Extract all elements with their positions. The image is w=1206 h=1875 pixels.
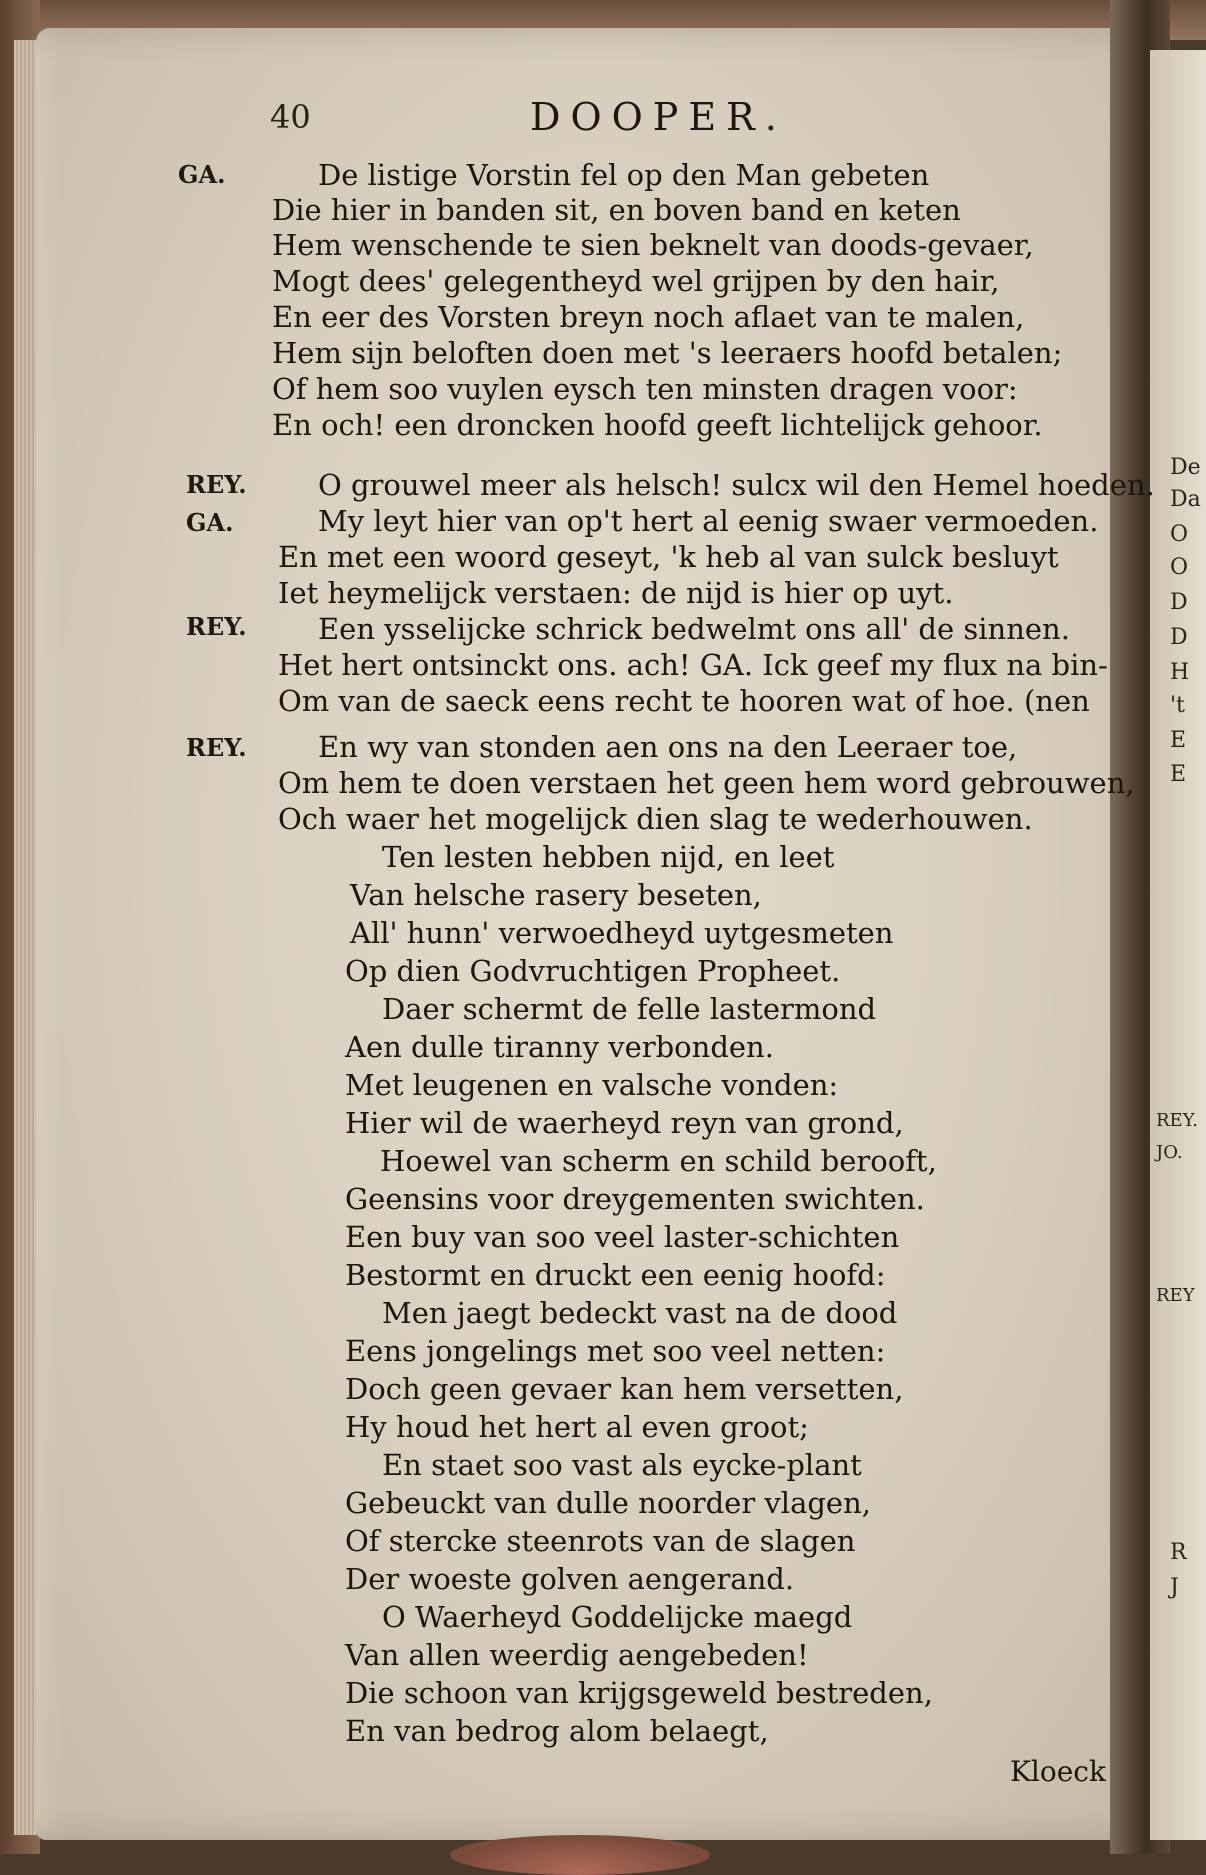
verse-line: Hem wenschende te sien beknelt van doods-gevaer, <box>272 228 1034 262</box>
verse-line: Om van de saeck eens recht te hooren wat of hoe. (nen <box>278 684 1090 718</box>
verse-line: Op dien Godvruchtigen Propheet. <box>345 954 841 988</box>
verse-line: Het hert ontsinckt ons. ach! GA. Ick geef my flux na bin- <box>278 648 1108 682</box>
verse-line: Om hem te doen verstaen het geen hem word gebrouwen, <box>278 766 1135 800</box>
verse-line: Daer schermt de felle lastermond <box>382 992 877 1026</box>
verse-line: Van allen weerdig aengebeden! <box>345 1638 809 1672</box>
verse-line: En och! een droncken hoofd geeft lichtelijck gehoor. <box>272 408 1043 442</box>
verse-line: En staet soo vast als eycke-plant <box>382 1448 862 1482</box>
verse-line: Of stercke steenrots van de slagen <box>345 1524 856 1558</box>
facing-fragment: O <box>1170 522 1189 547</box>
facing-fragment: E <box>1170 728 1187 753</box>
speaker-label: REY. <box>186 470 247 499</box>
facing-speaker: REY. <box>1156 1110 1198 1131</box>
verse-line: En met een woord geseyt, 'k heb al van sulck besluyt <box>278 540 1059 574</box>
facing-fragment: D <box>1170 590 1188 615</box>
speaker-label: GA. <box>186 508 234 537</box>
verse-line: Doch geen gevaer kan hem versetten, <box>345 1372 904 1406</box>
verse-line: Of hem soo vuylen eysch ten minsten dragen voor: <box>272 372 1018 406</box>
facing-page <box>1150 50 1206 1840</box>
verse-line: Hy houd het hert al even groot; <box>345 1410 809 1444</box>
speaker-label: REY. <box>186 612 247 641</box>
verse-line: Der woeste golven aengerand. <box>345 1562 795 1596</box>
verse-line: Een ysselijcke schrick bedwelmt ons all' de sinnen. <box>318 612 1070 646</box>
facing-speaker: JO. <box>1156 1142 1183 1163</box>
verse-line: Aen dulle tiranny verbonden. <box>345 1030 774 1064</box>
verse-line: Mogt dees' gelegentheyd wel grijpen by den hair, <box>272 264 1000 298</box>
facing-fragment: De <box>1170 455 1201 480</box>
facing-fragment: H <box>1170 660 1190 685</box>
verse-line: O grouwel meer als helsch! sulcx wil den Hemel hoeden. <box>318 468 1155 502</box>
verse-line: Een buy van soo veel laster-schichten <box>345 1220 900 1254</box>
verse-line: Geensins voor dreygementen swichten. <box>345 1182 925 1216</box>
facing-fragment: R <box>1170 1540 1187 1565</box>
verse-line: O Waerheyd Goddelijcke maegd <box>382 1600 853 1634</box>
facing-fragment: O <box>1170 555 1189 580</box>
facing-fragment: D <box>1170 625 1188 650</box>
verse-line: Och waer het mogelijck dien slag te wederhouwen. <box>278 802 1033 836</box>
facing-fragment: E <box>1170 762 1187 787</box>
verse-line: Bestormt en druckt een eenig hoofd: <box>345 1258 886 1292</box>
speaker-label: GA. <box>178 160 226 189</box>
verse-line: Hoewel van scherm en schild berooft, <box>380 1144 937 1178</box>
verse-line: En van bedrog alom belaegt, <box>345 1714 769 1748</box>
verse-line: Die hier in banden sit, en boven band en keten <box>272 193 961 227</box>
verse-line: All' hunn' verwoedheyd uytgesmeten <box>350 916 894 950</box>
verse-line: En eer des Vorsten breyn noch aflaet van te malen, <box>272 300 1025 334</box>
facing-speaker: REY <box>1156 1285 1195 1306</box>
verse-line: Men jaegt bedeckt vast na de dood <box>382 1296 898 1330</box>
verse-line: Hier wil de waerheyd reyn van grond, <box>345 1106 904 1140</box>
facing-fragment: 't <box>1170 693 1185 718</box>
page-number: 40 <box>270 98 311 136</box>
verse-line: De listige Vorstin fel op den Man gebeten <box>318 158 930 192</box>
reader-thumb <box>450 1835 710 1875</box>
verse-line: Eens jongelings met soo veel netten: <box>345 1334 886 1368</box>
facing-fragment: J <box>1170 1575 1179 1600</box>
verse-line: Met leugenen en valsche vonden: <box>345 1068 839 1102</box>
verse-line: Gebeuckt van dulle noorder vlagen, <box>345 1486 871 1520</box>
running-title: DOOPER. <box>530 95 787 139</box>
facing-fragment: Da <box>1170 487 1201 512</box>
catchword: Kloeck <box>1010 1755 1106 1788</box>
verse-line: Van helsche rasery beseten, <box>350 878 762 912</box>
speaker-label: REY. <box>186 733 247 762</box>
verse-line: Iet heymelijck verstaen: de nijd is hier op uyt. <box>278 576 954 610</box>
verse-line: My leyt hier van op't hert al eenig swaer vermoeden. <box>318 504 1099 538</box>
verse-line: Hem sijn beloften doen met 's leeraers hoofd betalen; <box>272 336 1063 370</box>
verse-line: En wy van stonden aen ons na den Leeraer toe, <box>318 730 1018 764</box>
verse-line: Die schoon van krijgsgeweld bestreden, <box>345 1676 933 1710</box>
verse-line: Ten lesten hebben nijd, en leet <box>382 840 835 874</box>
